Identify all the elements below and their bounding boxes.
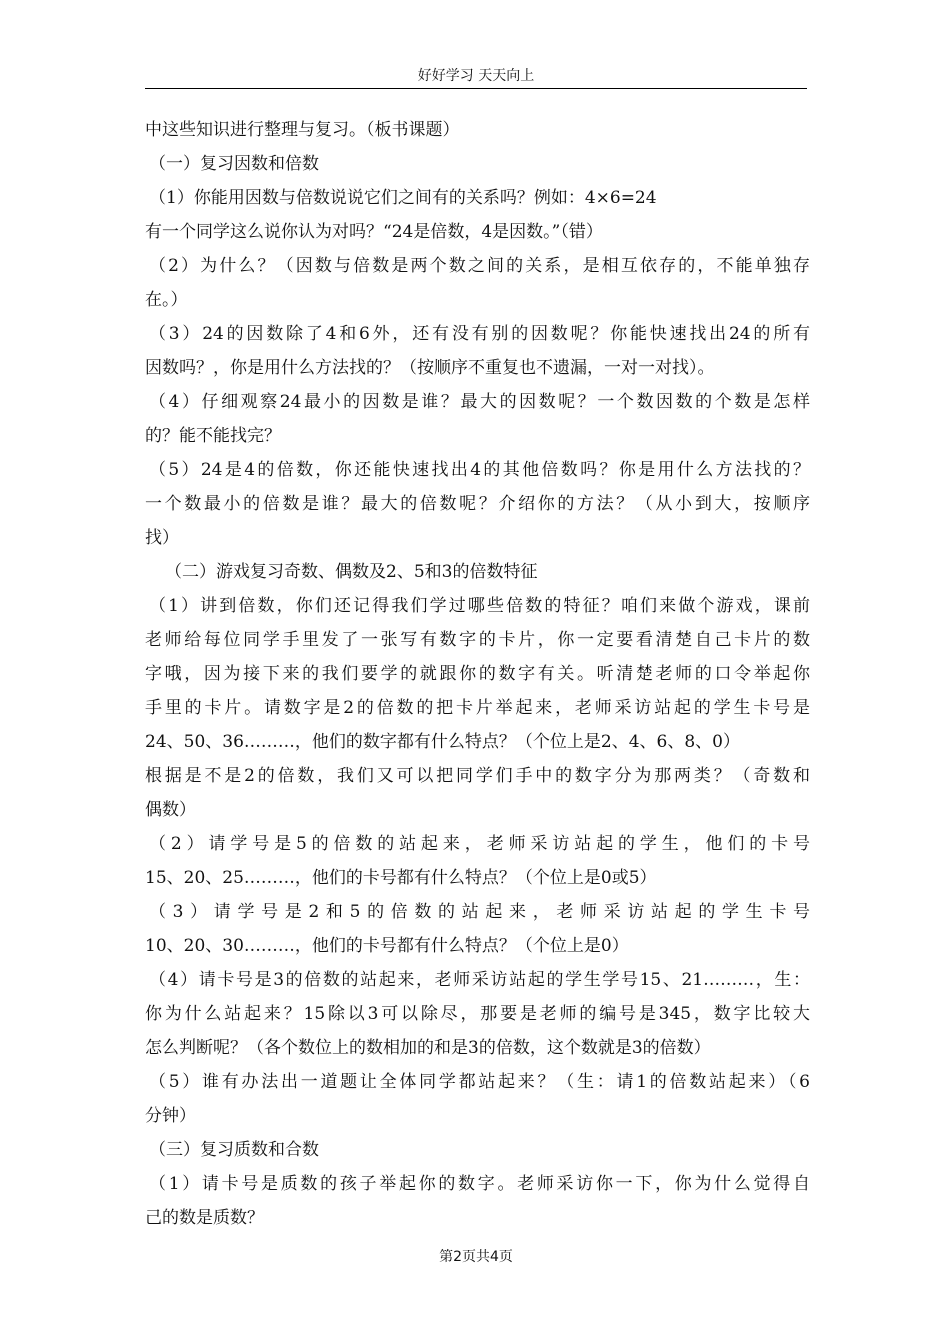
paragraph-line: 15、20、25………，他们的卡号都有什么特点？（个位上是0或5） [145,868,657,888]
section-heading: （三）复习质数和合数 [149,1140,319,1160]
section-heading: （一）复习因数和倍数 [149,154,319,174]
paragraph-line: 有一个同学这么说你认为对吗？“24是倍数，4是因数。”（错） [145,222,603,242]
paragraph-line: （2）为什么？（因数与倍数是两个数之间的关系，是相互依存的，不能单独存 [149,256,810,276]
paragraph-line: 找） [145,528,179,548]
paragraph-line: （1）讲到倍数，你们还记得我们学过哪些倍数的特征？咱们来做个游戏，课前 [149,596,810,616]
paragraph-line: （3）请学号是2和5的倍数的站起来，老师采访站起的学生卡号 [149,902,810,922]
paragraph-line: 10、20、30………，他们的卡号都有什么特点？（个位上是0） [145,936,629,956]
paragraph-line: （5）谁有办法出一道题让全体同学都站起来？（生：请1的倍数站起来）（6 [149,1072,810,1092]
document-body [145,113,810,1235]
paragraph-line: （4）请卡号是3的倍数的站起来，老师采访站起的学生学号15、21………，生： [149,970,810,990]
paragraph-line: 偶数） [145,800,196,820]
paragraph-line: 根据是不是2的倍数，我们又可以把同学们手中的数字分为那两类？（奇数和 [145,766,810,786]
paragraph-line: 老师给每位同学手里发了一张写有数字的卡片，你一定要看清楚自己卡片的数 [145,630,810,650]
paragraph-line: （1）你能用因数与倍数说说它们之间有的关系吗？例如：4×6=24 [149,188,657,208]
paragraph-line: （5）24是4的倍数，你还能快速找出4的其他倍数吗？你是用什么方法找的？ [149,460,810,480]
paragraph-line: （4）仔细观察24最小的因数是谁？最大的因数呢？一个数因数的个数是怎样 [149,392,810,412]
paragraph-line: 分钟） [145,1106,196,1126]
paragraph-line: 字哦，因为接下来的我们要学的就跟你的数字有关。听清楚老师的口令举起你 [145,664,810,684]
paragraph-line: 己的数是质数？ [145,1208,264,1228]
paragraph-line: 你为什么站起来？15除以3可以除尽，那要是老师的编号是345，数字比较大 [145,1004,810,1024]
page-header: 好好学习 天天向上 [417,68,535,84]
paragraph-line: 一个数最小的倍数是谁？最大的倍数呢？介绍你的方法？（从小到大，按顺序 [145,494,810,514]
section-heading: （二）游戏复习奇数、偶数及2、5和3的倍数特征 [165,562,538,582]
paragraph-line: 怎么判断呢？（各个数位上的数相加的和是3的倍数，这个数就是3的倍数） [145,1038,711,1058]
paragraph-line: （2）请学号是5的倍数的站起来，老师采访站起的学生，他们的卡号 [149,834,810,854]
paragraph-line: （1）请卡号是质数的孩子举起你的数字。老师采访你一下，你为什么觉得自 [149,1174,810,1194]
paragraph-line: 中这些知识进行整理与复习。（板书课题） [145,120,460,140]
paragraph-line: 因数吗？，你是用什么方法找的？（按顺序不重复也不遗漏，一对一对找）。 [145,358,715,378]
paragraph-line: 24、50、36………，他们的数字都有什么特点？（个位上是2、4、6、8、0） [145,732,740,752]
paragraph-line: 的？能不能找完？ [145,426,281,446]
page-footer: 第2页共4页 [439,1249,513,1265]
paragraph-line: 手里的卡片。请数字是2的倍数的把卡片举起来，老师采访站起的学生卡号是 [145,698,810,718]
paragraph-line: 在。） [145,290,188,310]
header-divider [145,88,807,89]
paragraph-line: （3）24的因数除了4和6外，还有没有别的因数呢？你能快速找出24的所有 [149,324,810,344]
